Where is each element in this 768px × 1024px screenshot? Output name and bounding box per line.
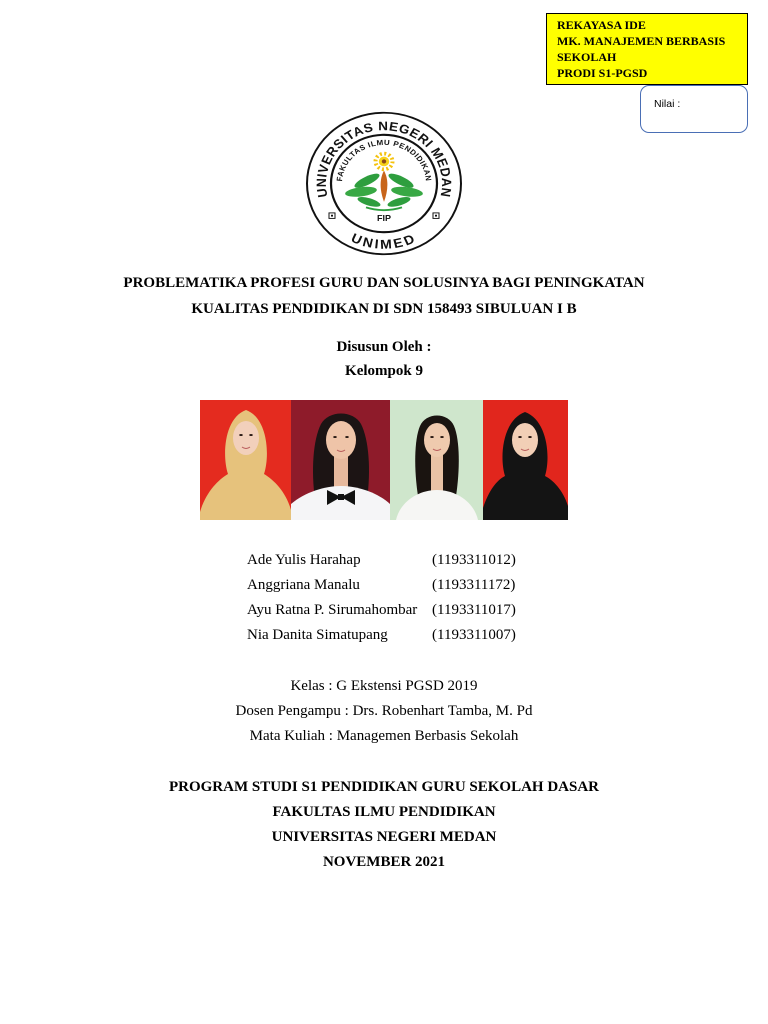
member-photo-3 [390,400,483,520]
member-name: Nia Danita Simatupang [247,627,388,643]
compiled-by-label: Disusun Oleh : [336,339,432,355]
member-name: Ade Yulis Harahap [247,552,361,568]
label-line-assignment-type: REKAYASA IDE [557,18,646,32]
logo-fip-label: FIP [377,213,391,224]
logo-faculty-name: FAKULTAS ILMU PENDIDIKAN [334,138,434,182]
study-program: PROGRAM STUDI S1 PENDIDIKAN GURU SEKOLAH DASAR [168,779,600,795]
authors-heading [0,335,768,383]
member-nim: (1193311172) [432,577,516,593]
label-line-course: MK. MANAJEMEN BERBASIS [557,34,726,48]
label-line-program: PRODI S1-PGSD [557,66,648,80]
assignment-label-box [546,13,748,85]
member-list [247,548,516,648]
member-photo-1 [200,400,291,520]
member-nim: (1193311007) [432,627,516,643]
member-photo-2 [291,400,390,520]
logo-unimed-label: UNIMED [348,230,420,252]
neck [431,454,443,492]
group-label: Kelompok 9 [345,363,423,379]
member-nim: (1193311017) [432,602,516,618]
subject-info: Mata Kuliah : Managemen Berbasis Sekolah [249,728,519,744]
member-name: Anggriana Manalu [247,577,360,593]
face [233,421,259,455]
label-line-course-cont: SEKOLAH [557,50,617,64]
university-name: UNIVERSITAS NEGERI MEDAN [271,829,497,845]
member-photos [200,400,568,520]
face [326,421,356,459]
title-line-2: KUALITAS PENDIDIKAN DI SDN 158493 SIBULUAN I B [191,301,577,317]
grade-box [640,85,748,133]
grade-label: Nilai : [654,98,681,110]
face [512,423,538,457]
institution-block [0,775,768,875]
title-line-1: PROBLEMATIKA PROFESI GURU DAN SOLUSINYA BAGI PENINGKATAN [123,275,645,291]
faculty-name: FAKULTAS ILMU PENDIDIKAN [272,804,496,820]
document-title [0,270,768,322]
course-info [0,674,768,749]
class-info: Kelas : G Ekstensi PGSD 2019 [290,678,478,694]
logo-university-name: UNIVERSITAS NEGERI MEDAN [313,118,455,199]
lecturer-info: Dosen Pengampu : Drs. Robenhart Tamba, M. Pd [235,703,533,719]
member-nim: (1193311012) [432,552,516,568]
member-photo-4 [483,400,568,520]
member-name: Ayu Ratna P. Sirumahombar [247,602,418,618]
unimed-logo [304,110,464,257]
face [424,423,450,457]
neck [334,456,348,488]
document-date: NOVEMBER 2021 [322,854,446,870]
